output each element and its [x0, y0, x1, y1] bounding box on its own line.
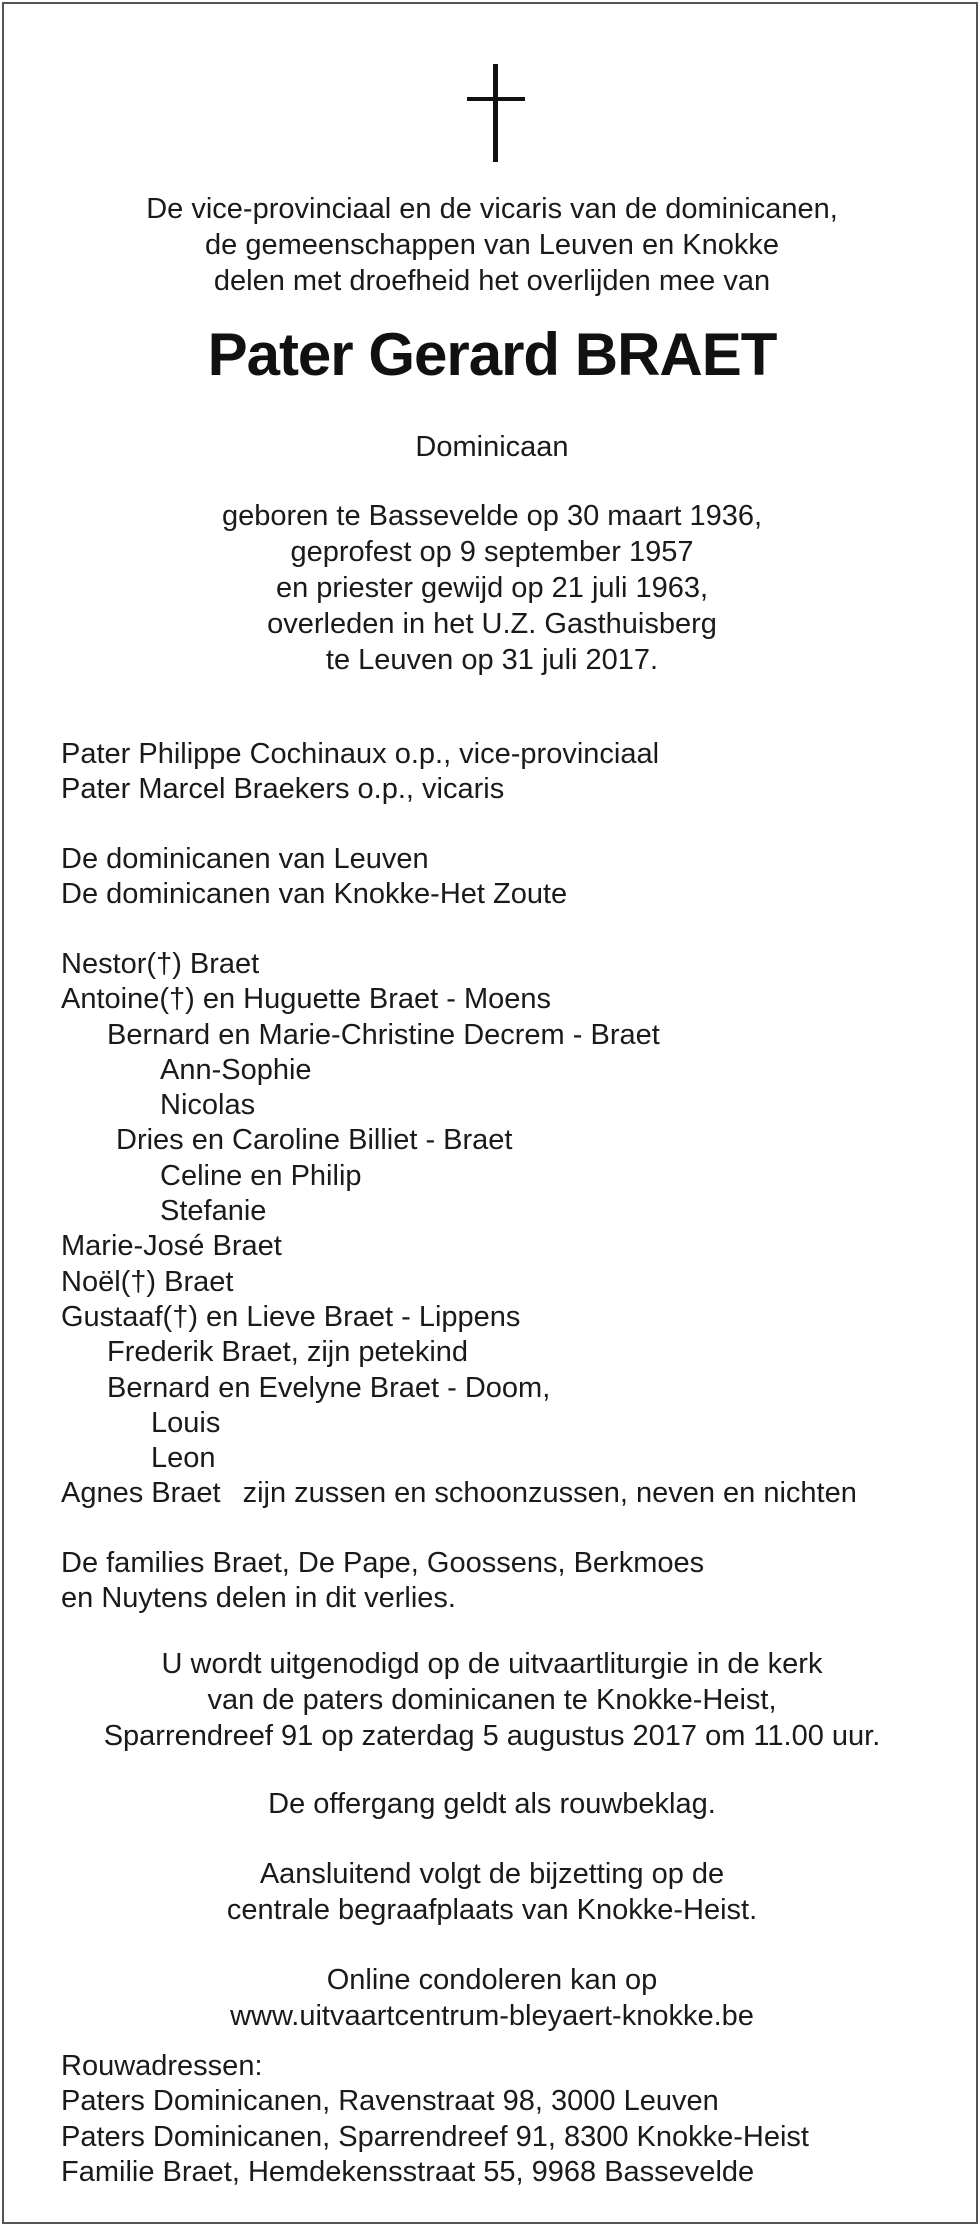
families-line: De families Braet, De Pape, Goossens, Berkmoes: [61, 1547, 705, 1579]
family-member: Ann-Sophie: [160, 1053, 312, 1086]
family-member: Antoine(†) en Huguette Braet - Moens: [61, 983, 552, 1016]
intro-line: de gemeenschappen van Leuven en Knokke: [205, 229, 779, 261]
community-line: De dominicanen van Leuven: [61, 843, 429, 875]
family-closing: zijn zussen en schoonzussen, neven en nichten: [242, 1477, 857, 1510]
family-member: Agnes Braet: [61, 1477, 221, 1510]
bio-line: geboren te Bassevelde op 30 maart 1936,: [221, 500, 763, 532]
burial-text: [4, 1856, 980, 1928]
family-member: Louis: [151, 1406, 221, 1439]
burial-line: centrale begraafplaats van Knokke-Heist.: [226, 1894, 758, 1926]
family-member: Bernard en Marie-Christine Decrem - Braet: [107, 1018, 660, 1051]
family-member: Leon: [151, 1442, 216, 1475]
families-text: [61, 1546, 704, 1617]
bio-text: [4, 498, 980, 678]
superiors-list: [61, 737, 659, 808]
invitation-line: U wordt uitgenodigd op de uitvaartliturgie in de kerk: [161, 1648, 823, 1680]
burial-line: Aansluitend volgt de bijzetting op de: [259, 1858, 725, 1890]
condolence-text: [4, 1962, 980, 2034]
family-list: [61, 947, 857, 1512]
superior-line: Pater Marcel Braekers o.p., vicaris: [61, 773, 505, 806]
family-last-line: [61, 1476, 857, 1511]
obituary-card: [2, 2, 978, 2224]
superior-line: Pater Philippe Cochinaux o.p., vice-provinciaal: [61, 738, 660, 770]
invitation-line: van de paters dominicanen te Knokke-Heist,: [207, 1684, 777, 1716]
family-member: Marie-José Braet: [61, 1230, 282, 1263]
offering-text: [4, 1786, 980, 1822]
address-line: Paters Dominicanen, Ravenstraat 98, 3000 Leuven: [61, 2085, 719, 2118]
families-line: en Nuytens delen in dit verlies.: [61, 1582, 456, 1615]
deceased-name: Pater Gerard BRAET: [207, 321, 777, 388]
family-member: Nicolas: [160, 1089, 256, 1122]
invitation-line: Sparrendreef 91 op zaterdag 5 augustus 2017 om 11.00 uur.: [103, 1720, 881, 1752]
community-line: De dominicanen van Knokke-Het Zoute: [61, 878, 568, 911]
intro-text: [4, 191, 980, 299]
offering-line: De offergang geldt als rouwbeklag.: [268, 1788, 716, 1820]
condolence-line: Online condoleren kan op: [326, 1964, 658, 1996]
addresses-label: Rouwadressen:: [61, 2050, 263, 2082]
address-line: Familie Braet, Hemdekensstraat 55, 9968 Bassevelde: [61, 2155, 755, 2188]
intro-line: delen met droefheid het overlijden mee van: [213, 265, 771, 297]
bio-line: te Leuven op 31 juli 2017.: [325, 644, 659, 676]
bio-line: geprofest op 9 september 1957: [290, 536, 694, 568]
family-member: Frederik Braet, zijn petekind: [107, 1336, 469, 1369]
condolence-url[interactable]: www.uitvaartcentrum-bleyaert-knokke.be: [230, 2000, 754, 2032]
family-member: Gustaaf(†) en Lieve Braet - Lippens: [61, 1300, 521, 1333]
role-text: [4, 429, 980, 465]
addresses-block: [61, 2049, 809, 2190]
communities-list: [61, 842, 567, 913]
role: Dominicaan: [415, 431, 569, 463]
bio-line: overleden in het U.Z. Gasthuisberg: [267, 608, 717, 640]
family-member: Dries en Caroline Billiet - Braet: [116, 1124, 513, 1157]
intro-line: De vice-provinciaal en de vicaris van de dominicanen,: [146, 193, 838, 225]
bio-line: en priester gewijd op 21 juli 1963,: [275, 572, 709, 604]
family-member: Noël(†) Braet: [61, 1265, 234, 1298]
cross-icon: [467, 64, 525, 162]
address-line: Paters Dominicanen, Sparrendreef 91, 8300 Knokke-Heist: [61, 2120, 809, 2153]
family-member: Stefanie: [160, 1195, 267, 1228]
family-member: Bernard en Evelyne Braet - Doom,: [107, 1371, 551, 1404]
invitation-text: [4, 1646, 980, 1754]
family-member: Nestor(†) Braet: [61, 948, 260, 980]
family-member: Celine en Philip: [160, 1159, 362, 1192]
